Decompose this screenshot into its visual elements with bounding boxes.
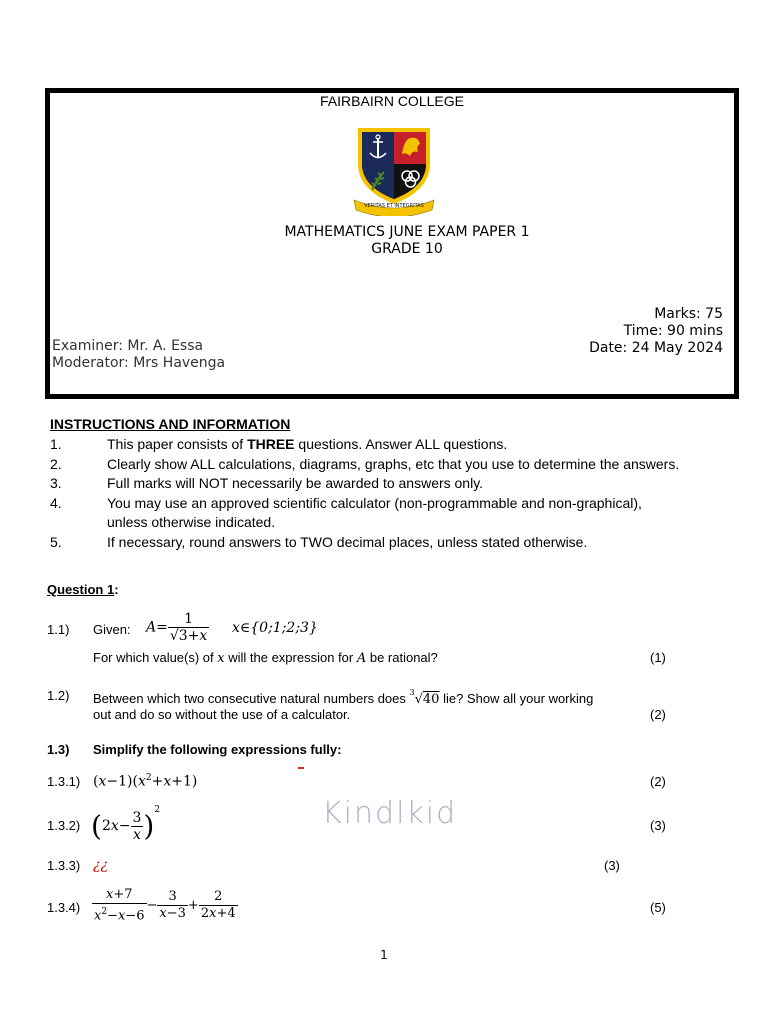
red-mark xyxy=(298,767,304,769)
q1-2-line2: out and do so without the use of a calculator. xyxy=(93,707,351,722)
q1-1-given: Given: xyxy=(93,622,131,637)
marks-label: Marks: 75 xyxy=(654,306,723,322)
q1-3-3-broken-equation: ¿¿ xyxy=(93,857,109,873)
q1-3-1-number: 1.3.1) xyxy=(47,774,81,789)
moderator-label: Moderator: Mrs Havenga xyxy=(52,355,226,371)
exam-title: MATHEMATICS JUNE EXAM PAPER 1 xyxy=(284,224,530,240)
q1-3-1-expression: $(x-1)(x^2+x+1)$ xyxy=(93,773,198,790)
q1-2-marks: (2) xyxy=(650,707,666,722)
q1-3-3-marks: (3) xyxy=(604,858,620,873)
instruction-number: 4. xyxy=(50,495,62,511)
q1-1-number: 1.1) xyxy=(47,622,70,637)
crest-motto: VERITAS ET INTEGRITAS xyxy=(364,203,424,209)
instruction-item xyxy=(50,534,750,550)
q1-3-1-marks: (2) xyxy=(650,774,666,789)
instruction-text: If necessary, round answers to TWO decimal places, unless stated otherwise. xyxy=(107,534,588,550)
instruction-text-cont: unless otherwise indicated. xyxy=(107,514,276,530)
examiner-label: Examiner: Mr. A. Essa xyxy=(52,338,204,354)
instruction-text: Full marks will NOT necessarily be awarded to answers only. xyxy=(107,475,484,491)
college-name: FAIRBAIRN COLLEGE xyxy=(320,93,464,109)
instruction-item xyxy=(50,475,750,491)
instruction-item xyxy=(50,436,750,452)
q1-3-number: 1.3) xyxy=(47,742,70,757)
question-heading-colon: : xyxy=(114,582,119,597)
q1-1-expression: A= $\frac{1}{√3+x}$ xyxy=(146,611,208,644)
instructions-heading: INSTRUCTIONS AND INFORMATION xyxy=(50,416,291,432)
instruction-emphasis: THREE xyxy=(247,436,295,452)
college-crest-logo xyxy=(352,124,436,216)
question-heading-text: Question 1 xyxy=(47,582,115,597)
instruction-number: 1. xyxy=(50,436,62,452)
root-index: 3 xyxy=(409,688,415,697)
q1-3-heading: Simplify the following expressions fully: xyxy=(93,742,342,757)
q1-1-question xyxy=(93,650,438,666)
page-number: 1 xyxy=(380,948,388,962)
instruction-text: Clearly show ALL calculations, diagrams, graphs, etc that you use to determine the answers. xyxy=(107,456,680,472)
date-label: Date: 24 May 2024 xyxy=(589,340,723,356)
q1-1-text: will the expression for xyxy=(224,650,357,665)
instruction-number: 2. xyxy=(50,456,62,472)
question-1-heading xyxy=(47,582,119,597)
q1-3-4-marks: (5) xyxy=(650,900,666,915)
time-label: Time: 90 mins xyxy=(623,323,723,339)
instruction-item xyxy=(50,495,750,511)
q1-2-line1 xyxy=(93,688,593,707)
q1-1-variable: x xyxy=(217,651,225,666)
q1-1-variable: A xyxy=(356,651,367,666)
q1-1-marks: (1) xyxy=(650,650,666,665)
cube-root-expression: $^3$√40 xyxy=(409,688,440,707)
q1-1-text: For which value(s) of xyxy=(93,650,218,665)
q1-3-2-expression: (2x− $\frac{3}{x}$ )$^2$ xyxy=(91,805,161,843)
q1-3-3-number: 1.3.3) xyxy=(47,858,81,873)
q1-2-number: 1.2) xyxy=(47,688,70,703)
q1-1-domain: x∈{0;1;2;3} xyxy=(232,620,318,636)
grade-label: GRADE 10 xyxy=(371,241,443,257)
q1-2-text: Between which two consecutive natural numbers does xyxy=(93,691,410,706)
instruction-item xyxy=(50,456,750,472)
instruction-text: questions. Answer ALL questions. xyxy=(294,436,508,452)
q1-3-4-expression: $\frac{x+7}{x^2-x-6}$ − $\frac{3}{x-3}$ + $\frac{2}{2x+4}$ xyxy=(94,887,236,924)
q1-2-text: lie? Show all your working xyxy=(439,691,594,706)
q1-3-2-marks: (3) xyxy=(650,818,666,833)
instruction-text: You may use an approved scientific calculator (non-programmable and non-graphical), xyxy=(107,495,642,511)
q1-3-4-number: 1.3.4) xyxy=(47,900,81,915)
instruction-number: 3. xyxy=(50,475,62,491)
q1-3-2-number: 1.3.2) xyxy=(47,818,81,833)
instruction-number: 5. xyxy=(50,534,62,550)
radicand: 40 xyxy=(422,692,440,707)
handwritten-scribble: Kindlkid xyxy=(322,796,458,831)
q1-1-text: be rational? xyxy=(366,650,438,665)
instruction-text: This paper consists of xyxy=(107,436,248,452)
